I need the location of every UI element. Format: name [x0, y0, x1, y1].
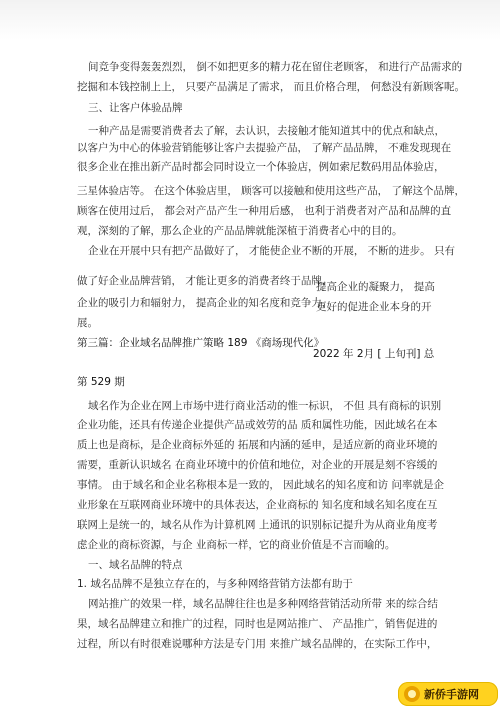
text-line: 三星体验店等。 在这个体验店里， 顾客可以接触和使用这些产品， 了解这个品牌， [77, 185, 466, 197]
section-heading: 三、让客户体验品牌 [88, 102, 183, 114]
text-line: 顾客在使用过后， 都会对产品产生一种用后感， 也利于消费者对产品和品牌的直 [77, 205, 452, 217]
text-line: 1. 域名品牌不是独立存在的，与多种网络营销方法都有助于 [77, 578, 353, 590]
text-line: 域名作为企业在网上市场中进行商业活动的惟一标识， 不但 具有商标的识别 [88, 400, 442, 412]
text-line: 企业功能，还具有传递企业提供产品或效劳的品 质和属性功能，因此域名在本 [77, 419, 438, 431]
text-line: 需要，重新认识域名 在商业环境中的价值和地位，对企业的开展是刻不容缓的 [77, 459, 438, 471]
article-title: 第三篇：企业域名品牌推广策略 189 《商场现代化》 [77, 337, 325, 349]
text-line: 以客户为中心的体验营销能够让客户去提验产品， 了解产品品牌， 不难发现现在 [77, 142, 452, 154]
text-line: 更好的促进企业本身的开 [316, 301, 432, 313]
text-line: 网站推广的效果一样，域名品牌往往也是多种网络营销活动所带 来的综合结 [88, 598, 438, 610]
text-line: 一种产品是需要消费者去了解，去认识，去接触才能知道其中的优点和缺点， [88, 125, 445, 137]
text-line: 虑企业的商标资源，与企 业商标一样，它的商业价值是不言而喻的。 [77, 539, 396, 551]
site-watermark-logo [398, 682, 498, 706]
text-line: 果，域名品牌建立和推广的过程，同时也是网站推广、 产品推广，销售促进的 [77, 618, 438, 630]
text-line: 事情。 由于域名和企业名称根本是一致的， 因此域名的知名度和访 问率就是企 [77, 479, 445, 491]
text-line: 过程，所以有时很难说哪种方法是专门用 来推广域名品牌的，在实际工作中， [77, 638, 438, 650]
text-line: 挖掘和本钱控制上上， 只要产品满足了需求， 而且价格合理， 何愁没有新顾客呢。 [77, 81, 466, 93]
text-line: 企业的吸引力和辐射力， 提高企业的知名度和竞争力， [77, 297, 333, 309]
text-line: 观，深刻的了解，那么企业的产品品牌就能深植于消费者心中的目的。 [77, 225, 403, 237]
issue-info: 2022 年 2月 [ 上旬刊] 总 [313, 348, 435, 360]
text-line: 质上也是商标，是企业商标外延的 拓展和内涵的延申，是适应新的商业环境的 [77, 439, 438, 451]
text-line: 做了好企业品牌营销， 才能让更多的消费者终于品牌， [77, 275, 333, 287]
text-line: 很多企业在推出新产品时都会同时设立一个体验店，例如索尼数码用品体验店， [77, 161, 445, 173]
watermark-text: 新侨手游网 [424, 688, 479, 701]
text-line: 间竞争变得轰轰烈烈， 倒不如把更多的精力花在留住老顾客， 和进行产品需求的 [88, 61, 463, 73]
gamepad-logo-icon [404, 686, 420, 702]
text-line: 联网上是统一的，域名从作为计算机网 上通讯的识别标记提升为从商业角度考 [77, 519, 438, 531]
text-line: 业形象在互联网商业环境中的具体表达，企业商标的 知名度和域名知名度在互 [77, 499, 438, 511]
text-line: 企业在开展中只有把产品做好了， 才能使企业不断的开展， 不断的进步。 只有 [88, 245, 456, 257]
section-heading: 一、域名品牌的特点 [88, 559, 183, 571]
text-line: 提高企业的凝聚力， 提高 [316, 281, 435, 293]
issue-number: 第 529 期 [77, 376, 125, 388]
text-line: 展。 [77, 317, 98, 329]
